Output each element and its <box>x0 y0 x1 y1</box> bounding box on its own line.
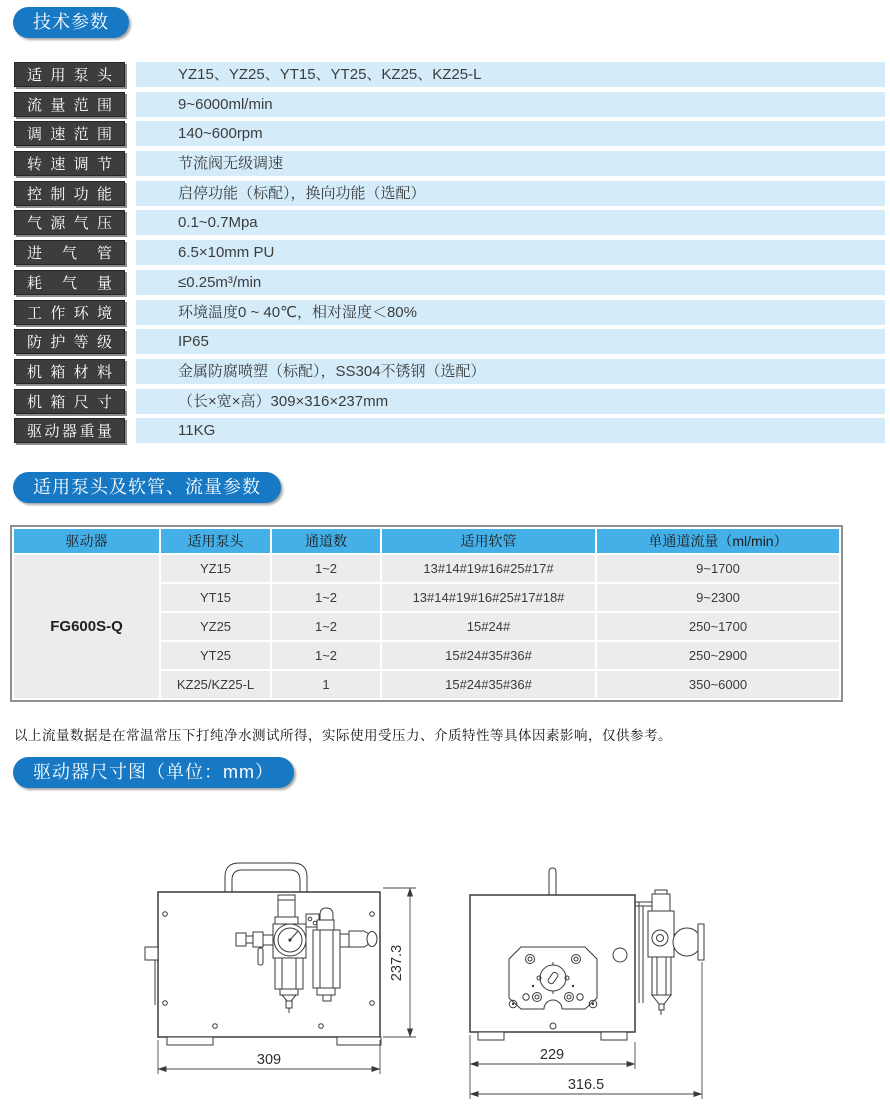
pump-cell: YZ25 <box>161 613 270 640</box>
front-height-dimension: 237.3 <box>389 944 405 982</box>
column-header-pump: 适用泵头 <box>161 529 270 553</box>
spec-row <box>0 62 890 87</box>
spec-row <box>0 240 890 265</box>
spec-label: 调速范围 <box>14 121 125 146</box>
pump-cell: YT25 <box>161 642 270 669</box>
spec-value: 9~6000ml/min <box>136 92 885 117</box>
flow-cell: 250~2900 <box>597 642 839 669</box>
spec-label: 控制功能 <box>14 181 125 206</box>
section-title-flow: 适用泵头及软管、流量参数 <box>13 472 281 503</box>
driver-model-cell: FG600S-Q <box>14 555 159 698</box>
channels-cell: 1 <box>272 671 380 698</box>
tubing-cell: 15#24# <box>382 613 595 640</box>
spec-label: 耗气量 <box>14 270 125 295</box>
section-title-dimensions: 驱动器尺寸图（单位：mm） <box>13 757 294 788</box>
spec-label: 进气管 <box>14 240 125 265</box>
section-title-specs: 技术参数 <box>13 7 129 38</box>
spec-value: ≤0.25m³/min <box>136 270 885 295</box>
channels-cell: 1~2 <box>272 584 380 611</box>
spec-label: 流量范围 <box>14 92 125 117</box>
tubing-cell: 13#14#19#16#25#17#18# <box>382 584 595 611</box>
column-header-flow: 单通道流量（ml/min） <box>597 529 839 553</box>
spec-row <box>0 181 890 206</box>
spec-value: 6.5×10mm PU <box>136 240 885 265</box>
spec-value: 0.1~0.7Mpa <box>136 210 885 235</box>
front-width-dimension: 309 <box>256 1052 282 1068</box>
spec-row <box>0 92 890 117</box>
spec-value: 启停功能（标配），换向功能（选配） <box>136 181 885 206</box>
spec-label: 防护等级 <box>14 329 125 354</box>
flow-cell: 250~1700 <box>597 613 839 640</box>
spec-value: 11KG <box>136 418 885 443</box>
spec-row <box>0 121 890 146</box>
channels-cell: 1~2 <box>272 642 380 669</box>
spec-row <box>0 389 890 414</box>
flow-note-text: 以上流量数据是在常温常压下打纯净水测试所得，实际使用受压力、介质特性等具体因素影响，仅供参考。 <box>14 728 672 743</box>
side-inner-width-dimension: 229 <box>539 1047 565 1063</box>
spec-value: 节流阀无级调速 <box>136 151 885 176</box>
flow-cell: 350~6000 <box>597 671 839 698</box>
spec-row <box>0 418 890 443</box>
spec-row <box>0 210 890 235</box>
front-view-drawing <box>125 840 455 1108</box>
column-header-tubing: 适用软管 <box>382 529 595 553</box>
spec-row <box>0 359 890 384</box>
spec-value: IP65 <box>136 329 885 354</box>
column-header-driver: 驱动器 <box>14 529 159 553</box>
spec-label: 气源气压 <box>14 210 125 235</box>
spec-label: 工作环境 <box>14 300 125 325</box>
tubing-cell: 15#24#35#36# <box>382 642 595 669</box>
spec-label: 适用泵头 <box>14 62 125 87</box>
channels-cell: 1~2 <box>272 555 380 582</box>
tubing-cell: 15#24#35#36# <box>382 671 595 698</box>
spec-value: 金属防腐喷塑（标配），SS304不锈钢（选配） <box>136 359 885 384</box>
flow-table <box>10 525 843 702</box>
pump-cell: YT15 <box>161 584 270 611</box>
spec-row <box>0 270 890 295</box>
spec-value: 140~600rpm <box>136 121 885 146</box>
spec-value: YZ15、YZ25、YT15、YT25、KZ25、KZ25-L <box>136 62 885 87</box>
flow-cell: 9~1700 <box>597 555 839 582</box>
spec-row <box>0 329 890 354</box>
column-header-channels: 通道数 <box>272 529 380 553</box>
spec-label: 转速调节 <box>14 151 125 176</box>
pump-cell: YZ15 <box>161 555 270 582</box>
side-view-drawing <box>455 855 755 1105</box>
flow-cell: 9~2300 <box>597 584 839 611</box>
spec-label: 机箱材料 <box>14 359 125 384</box>
tubing-cell: 13#14#19#16#25#17# <box>382 555 595 582</box>
pump-cell: KZ25/KZ25-L <box>161 671 270 698</box>
spec-label: 驱动器重量 <box>14 418 125 443</box>
spec-value: （长×宽×高）309×316×237mm <box>136 389 885 414</box>
side-total-width-dimension: 316.5 <box>567 1077 605 1093</box>
spec-row <box>0 300 890 325</box>
spec-label: 机箱尺寸 <box>14 389 125 414</box>
spec-row <box>0 151 890 176</box>
spec-value: 环境温度0 ~ 40℃，相对湿度＜80% <box>136 300 885 325</box>
channels-cell: 1~2 <box>272 613 380 640</box>
